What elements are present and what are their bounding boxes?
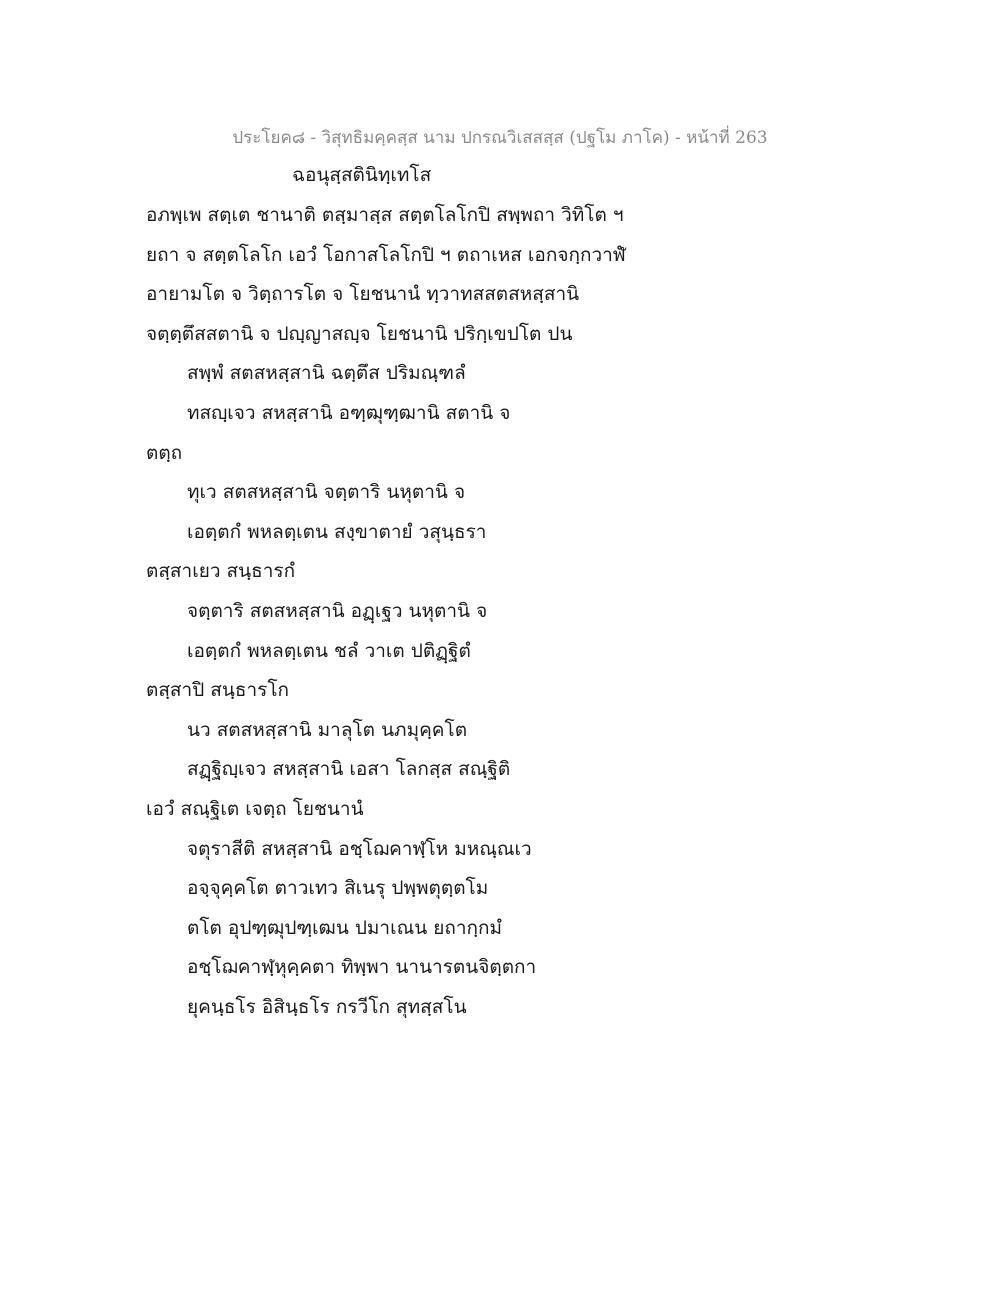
text-line: ตโต อุปฑฺฒุปฑฺเฒน ปมาเณน ยถากฺกมํ <box>187 916 503 939</box>
text-line: เอตฺตกํ พหลตฺเตน สงฺขาตายํ วสุนฺธรา <box>187 520 487 543</box>
text-line: อภพฺเพ สตฺเต ชานาติ ตสฺมาสฺส สตฺตโลโกปิ สพฺพถา วิทิโต ฯ <box>146 204 624 226</box>
text-line: อายามโต จ วิตฺถารโต จ โยชนานํ ทฺวาทสสตสหสฺสานิ <box>146 283 580 306</box>
text-line: เอตฺตกํ พหลตฺเตน ชลํ วาเต ปติฏฺฐิตํ <box>187 639 471 662</box>
text-line: ทุเว สตสหสฺสานิ จตฺตาริ นหุตานิ จ <box>187 481 466 504</box>
text-line: ตสฺสาเยว สนฺธารกํ <box>146 560 296 583</box>
text-line: ยถา จ สตฺตโลโก เอวํ โอกาสโลโกปิ ฯ ตถาเหส เอกจกฺกวาฬํ <box>146 243 626 266</box>
text-line: ยุคนฺธโร อิสินฺธโร กรวีโก สุทสฺสโน <box>187 995 467 1018</box>
text-line: นว สตสหสฺสานิ มาลุโต นภมุคฺคโต <box>187 718 468 741</box>
text-line: สพฺพํ สตสหสฺสานิ ฉตฺตึส ปริมณฺฑลํ <box>187 362 466 385</box>
text-line: จตฺตาริ สตสหสฺสานิ อฏฺเฐว นหุตานิ จ <box>187 599 488 622</box>
text-line: จตฺตฺตึสสตานิ จ ปญฺญาสญฺจ โยชนานิ ปริกฺเขปโต ปน <box>146 322 573 345</box>
text-line: ทสญฺเจว สหสฺสานิ อฑฺฒุฑฺฒานิ สตานิ จ <box>187 401 511 424</box>
section-title: ฉอนุสฺสตินิทฺเทโส <box>292 164 432 186</box>
text-line: อจฺจุคฺคโต ตาวเทว สิเนรุ ปพฺพตุตฺตโม <box>187 877 489 900</box>
text-line: ตสฺสาปิ สนฺธารโก <box>146 679 290 702</box>
text-line: สฏฺฐิญฺเจว สหสฺสานิ เอสา โลกสฺส สณฺฐิติ <box>187 758 511 781</box>
text-line: ตตฺถ <box>146 441 183 464</box>
text-line: อชฺโฌคาฬฺหุคฺคตา ทิพฺพา นานารตนจิตฺตกา <box>187 956 537 979</box>
text-line: เอวํ สณฺฐิเต เจตฺถ โยชนานํ <box>146 797 364 820</box>
page-header: ประโยค๘ - วิสุทธิมคฺคสฺส นาม ปกรณวิเสสสฺส (ปฐโม ภาโค) - หน้าที่ 263 <box>232 128 768 148</box>
text-line: จตุราสีติ สหสฺสานิ อชฺโฌคาฬฺโห มหณฺณเว <box>187 837 532 860</box>
text-body <box>146 200 906 1031</box>
